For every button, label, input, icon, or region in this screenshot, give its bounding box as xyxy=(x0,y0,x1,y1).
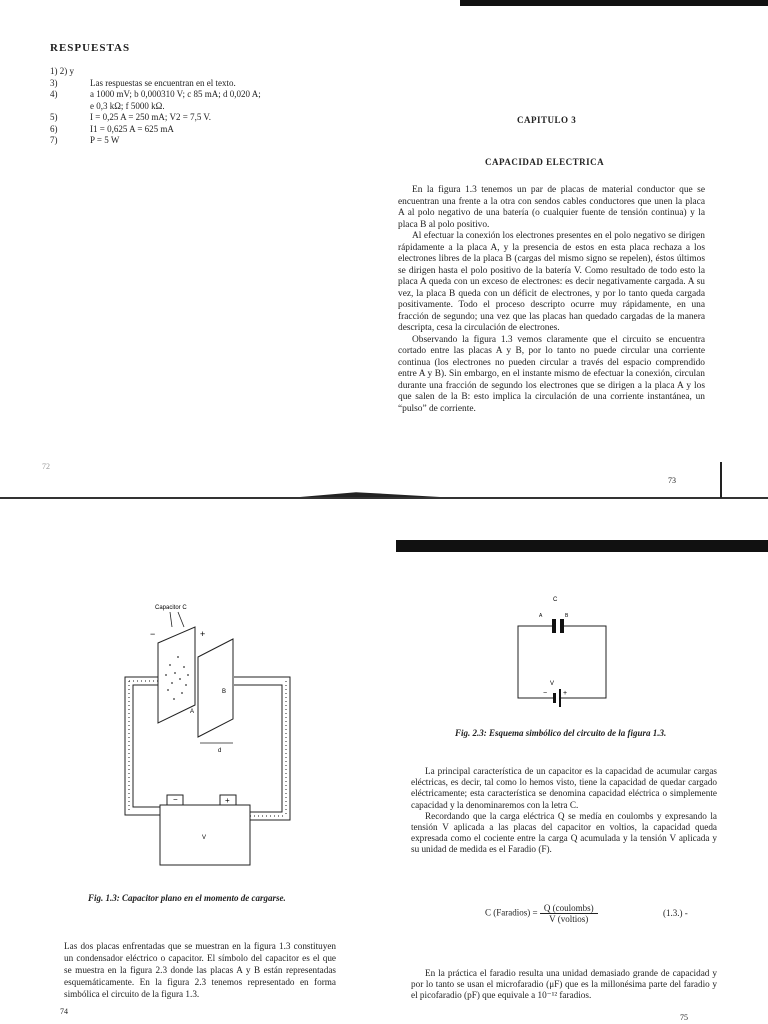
page-edge-bar xyxy=(460,0,768,6)
schematic-b-label: B xyxy=(565,613,569,619)
answer-text xyxy=(90,66,390,78)
answer-text: P = 5 W xyxy=(90,135,120,145)
page-divider-shadow xyxy=(300,491,440,497)
capacitor-plate-a xyxy=(552,619,556,633)
answer-row xyxy=(50,89,390,101)
answer-number: 1) 2) y xyxy=(50,66,74,76)
page-number-73: 73 xyxy=(668,476,676,485)
capacitor-label: Capacitor C xyxy=(155,605,187,611)
capacitor-figure xyxy=(100,595,350,885)
answer-number: 7) xyxy=(50,135,58,145)
schematic-minus: − xyxy=(543,690,548,697)
formula-numerator: Q (coulombs) xyxy=(540,903,598,914)
label-arrow xyxy=(178,612,184,627)
capacity-formula xyxy=(485,903,598,924)
formula-lhs: C (Faradios) xyxy=(485,907,531,918)
paragraph: Observando la figura 1.3 vemos claramente que el circuito se encuentra cortado entre las placas A y B, por lo tanto no puede circular una corriente continua (los electrones no pueden circular a través del espacio comprendido entre A y B). Sin embargo, en el instante mismo de efectuar la conexión, circulan durante una fracción de segundo los electrones que se dirigen a la placa A y los que salen de la B: esto implica la circulación de una corriente instantánea, un “pulso” de corriente. xyxy=(398,334,705,414)
answer-row xyxy=(50,78,390,90)
battery-short-plate xyxy=(553,693,556,703)
plus-sign: + xyxy=(200,629,206,639)
cable-right-inner xyxy=(226,685,282,812)
page-edge-bar-lower xyxy=(396,540,768,552)
answer-number: 6) xyxy=(50,123,58,134)
answer-row xyxy=(50,124,390,136)
answer-text: I = 0,25 A = 250 mA; V2 = 7,5 V. xyxy=(90,112,211,122)
page-number-75: 75 xyxy=(680,1013,688,1022)
page-divider xyxy=(0,497,768,499)
paragraph: En la práctica el faradio resulta una unidad demasiado grande de capacidad y por lo tanto se usan el microfaradio (μF) que es la millonésima parte del faradio y el picofaradio (pF) que equivale a 10⁻¹² faradios. xyxy=(411,968,717,1001)
answer-text: a 1000 mV; b 0,000310 V; c 85 mA; d 0,020 A; xyxy=(90,89,261,99)
distance-label: d xyxy=(218,748,222,754)
paragraph: En la figura 1.3 tenemos un par de placas de material conductor que se encuentran una frente a la otra con sendos cables conductores que unen la placa A al polo negativo de una batería (o cualquier fuente de tensión continua) y la placa B al polo positivo. xyxy=(398,185,705,230)
answer-number: 3) xyxy=(50,77,58,88)
schematic-c-label: C xyxy=(553,597,558,603)
chapter-subtitle: CAPACIDAD ELECTRICA xyxy=(485,157,605,167)
answers-heading: RESPUESTAS xyxy=(50,42,131,54)
answer-number: 5) xyxy=(50,112,58,122)
formula-number: (1.3.) - xyxy=(663,908,688,918)
minus-sign: − xyxy=(150,629,156,639)
schematic-a-label: A xyxy=(539,613,543,619)
schematic-figure xyxy=(510,592,620,712)
units-text xyxy=(411,968,717,1002)
answer-number: 4) xyxy=(50,89,58,99)
plate-b-label: B xyxy=(222,689,227,695)
page-edge-mark xyxy=(720,462,722,498)
paragraph: Al efectuar la conexión los electrones presentes en el polo negativo se dirigen rápidamente a la placa A, y la presencia de estos en esta placa rechaza a los electrones libres de la placa B (cargas del mismo signo se repelen), éstos últimos se dirigen hasta el polo positivo de la batería V. Como resultado de todo esto la placa A queda con un exceso de electrones: es decir negativamente cargada. A su vez, la placa B queda con un déficit de electrones, y por lo tanto queda cargada positivamente. Todo el proceso descripto ocurre muy rápidamente, en una fracción de segundo; una vez que las placas han quedado cargadas de la manera descripta, cesa la circulación de electrones. xyxy=(398,231,705,333)
formula-equals: = xyxy=(532,907,538,918)
formula-denominator: V (voltios) xyxy=(549,914,589,924)
paragraph: La principal característica de un capacitor es la capacidad de acumular cargas eléctricas, es decir, tal como lo hemos visto, tiene la capacidad de quedar cargado eléctricamente; esta característica se denomina capacidad eléctrica o simplemente capacidad y la denominaremos con la letra C. xyxy=(411,766,717,810)
plate-b xyxy=(198,639,233,737)
page-number-74: 74 xyxy=(60,1007,68,1016)
answer-row xyxy=(50,112,390,124)
answer-number xyxy=(50,101,90,113)
answer-text: e 0,3 kΩ; f 5000 kΩ. xyxy=(90,100,165,111)
battery-plus: + xyxy=(225,796,230,805)
chapter-body xyxy=(398,185,705,415)
chapter-title: CAPITULO 3 xyxy=(517,115,577,125)
label-arrow xyxy=(170,612,172,627)
answers-list xyxy=(50,66,390,147)
page-number-72: 72 xyxy=(42,462,50,471)
paragraph: Recordando que la carga eléctrica Q se medía en coulombs y expresando la tensión V aplicada a las placas del capacitor en voltios, la capacidad queda expresada como el cociente entre la carga Q acumulada y la tensión V aplicada y su unidad de medida es el Faradio (F). xyxy=(411,810,717,855)
plate-a-label: A xyxy=(190,709,195,715)
answer-row xyxy=(50,66,390,78)
figure-1-3-text xyxy=(64,940,336,1000)
answer-row xyxy=(50,135,390,147)
answer-row xyxy=(50,101,390,113)
answer-text: Las respuestas se encuentran en el texto. xyxy=(90,77,236,88)
answer-text: I1 = 0,625 A = 625 mA xyxy=(90,123,174,134)
paragraph: Las dos placas enfrentadas que se muestran en la figura 1.3 constituyen un condensador eléctrico o capacitor. El símbolo del capacitor es el que se muestra en la figura 2.3 donde las placas A y B están representadas esquemáticamente. En la figura 2.3 tenemos representado en forma simbólica el circuito de la figura 1.3. xyxy=(64,941,336,999)
schematic-loop xyxy=(518,626,606,698)
figure-caption-2-3: Fig. 2.3: Esquema simbólico del circuito de la figura 1.3. xyxy=(455,728,667,738)
battery-long-plate xyxy=(559,689,561,707)
battery-label: V xyxy=(202,835,207,841)
formula-fraction xyxy=(540,903,598,924)
schematic-plus: + xyxy=(563,690,568,697)
capacity-text xyxy=(411,766,717,856)
battery-minus: − xyxy=(173,795,178,804)
schematic-v-label: V xyxy=(550,681,555,687)
capacitor-plate-b xyxy=(560,619,564,633)
figure-caption-1-3: Fig. 1.3: Capacitor plano en el momento de cargarse. xyxy=(88,893,286,903)
